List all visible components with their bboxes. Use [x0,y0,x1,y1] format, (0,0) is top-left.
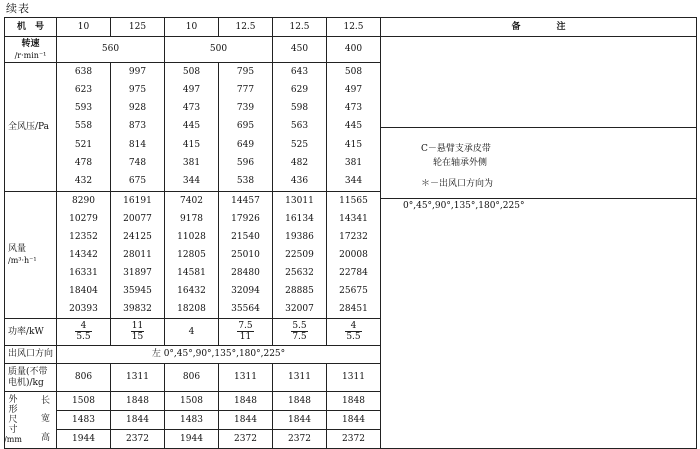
dim-width-5: 1844 [273,411,327,430]
dim-width-4: 1844 [219,411,273,430]
pressure-value: 473 [182,103,201,114]
pressure-value: 508 [344,66,363,77]
pressure-value: 795 [236,66,255,77]
dimension-label [5,392,57,449]
airflow-value: 20077 [123,213,152,224]
pressure-label: 全风压/Pa [5,63,57,192]
pressure-value: 593 [74,103,93,114]
airflow-value: 14457 [231,195,260,206]
airflow-value: 19386 [285,231,314,242]
dim-char: 尺 [8,415,18,425]
pressure-value: 482 [290,158,309,169]
dim-length-3: 1508 [165,392,219,411]
outlet-value: 左 0°,45°,90°,135°,180°,225° [57,346,381,364]
dim-char: 形 [8,405,18,415]
dim-char: /mm [4,435,22,444]
power-col-4 [219,319,273,346]
dim-height-label: 高 [40,433,50,444]
mass-col-1: 806 [57,364,111,392]
pressure-value: 381 [182,158,201,169]
pressure-value: 675 [128,176,147,187]
pressure-col-4 [219,63,273,192]
speed-value-1: 560 [57,37,165,63]
outlet-label: 出风口方向 [5,346,57,364]
power-num: 7.5 [238,321,253,331]
pressure-value: 538 [236,176,255,187]
speed-value-4: 400 [327,37,381,63]
airflow-value: 18208 [177,303,206,314]
power-den: 5.5 [346,332,361,342]
airflow-value: 28885 [285,285,314,296]
pressure-value: 497 [344,84,363,95]
power-fraction [131,321,144,342]
airflow-label [5,192,57,319]
power-num: 5.5 [292,321,307,331]
remarks-dir-block [381,198,696,213]
dim-height-3: 1944 [165,430,219,449]
pressure-value: 975 [128,84,147,95]
airflow-value: 9178 [180,213,203,224]
power-col-3: 4 [165,319,219,346]
pressure-value: 629 [290,84,309,95]
power-fraction [345,321,361,342]
airflow-value: 35945 [123,285,152,296]
airflow-label-line2: /m³·h⁻¹ [8,256,37,265]
dimension-sub-labels [21,392,56,448]
power-den: 5.5 [76,332,91,342]
airflow-value: 16432 [177,285,206,296]
airflow-value: 22509 [285,249,314,260]
power-den: 15 [131,332,144,342]
pressure-value: 344 [344,176,363,187]
airflow-value: 17926 [231,213,260,224]
airflow-value: 35564 [231,303,260,314]
airflow-value: 14581 [177,267,206,278]
pressure-value: 525 [290,139,309,150]
dim-length-5: 1848 [273,392,327,411]
power-num: 11 [131,321,144,331]
pressure-value: 563 [290,121,309,132]
pressure-value: 558 [74,121,93,132]
airflow-value: 28451 [339,303,368,314]
remark-directions: 0°,45°,90°,135°,180°,225° [403,200,525,211]
pressure-value: 415 [344,139,363,150]
header-row [5,18,697,37]
dim-height-6: 2372 [327,430,381,449]
model-col-2: 125 [111,18,165,37]
power-col-2 [111,319,165,346]
mass-col-6: 1311 [327,364,381,392]
power-label: 功率/kW [5,319,57,346]
dim-length-label: 长 [40,395,50,406]
remark-c-line2: 轮在轴承外侧 [433,158,488,168]
pressure-value: 598 [290,103,309,114]
speed-row [5,37,697,63]
model-col-5: 12.5 [273,18,327,37]
pressure-value: 748 [128,158,147,169]
dim-length-4: 1848 [219,392,273,411]
pressure-value: 814 [128,139,147,150]
pressure-value: 415 [182,139,201,150]
power-col-5 [273,319,327,346]
remarks-star-block [381,170,696,198]
pressure-value: 508 [182,66,201,77]
speed-label [5,37,57,63]
pressure-value: 432 [74,176,93,187]
airflow-value: 20008 [339,249,368,260]
airflow-value: 28011 [123,249,152,260]
model-col-6: 12.5 [327,18,381,37]
model-header: 机 号 [5,18,57,37]
mass-label [5,364,57,392]
airflow-value: 14342 [69,249,98,260]
airflow-value: 12352 [69,231,98,242]
airflow-value: 20393 [69,303,98,314]
model-col-3: 10 [165,18,219,37]
dim-width-3: 1483 [165,411,219,430]
power-fraction [237,321,253,342]
remarks-cell [381,37,697,449]
pressure-value: 344 [182,176,201,187]
airflow-value: 24125 [123,231,152,242]
dimension-group-label [5,392,21,448]
dim-length-2: 1848 [111,392,165,411]
dim-length-1: 1508 [57,392,111,411]
remark-star-line: ＊－出风口方向为 [421,178,494,189]
pressure-col-3 [165,63,219,192]
model-col-4: 12.5 [219,18,273,37]
model-col-1: 10 [57,18,111,37]
airflow-value: 25632 [285,267,314,278]
mass-col-3: 806 [165,364,219,392]
pressure-value: 521 [74,139,93,150]
pressure-value: 445 [344,121,363,132]
speed-label-line2: /r·min⁻¹ [14,50,47,60]
dim-height-1: 1944 [57,430,111,449]
mass-col-5: 1311 [273,364,327,392]
table-caption: 续表 [6,2,30,15]
dim-height-5: 2372 [273,430,327,449]
dim-width-6: 1844 [327,411,381,430]
remarks-spacer [381,37,696,128]
pressure-value: 436 [290,176,309,187]
airflow-col-3 [165,192,219,319]
speed-value-2: 500 [165,37,273,63]
airflow-value: 25010 [231,249,260,260]
pressure-value: 739 [236,103,255,114]
power-num: 4 [345,321,361,332]
airflow-value: 31897 [123,267,152,278]
airflow-value: 13011 [285,195,314,206]
pressure-col-2 [111,63,165,192]
airflow-col-2 [111,192,165,319]
airflow-col-5 [273,192,327,319]
pressure-value: 638 [74,66,93,77]
spec-table [4,17,697,449]
pressure-col-1 [57,63,111,192]
airflow-value: 28480 [231,267,260,278]
power-fraction [75,321,91,342]
airflow-value: 18404 [69,285,98,296]
airflow-label-line1: 风量 [8,244,27,254]
airflow-value: 14341 [339,213,368,224]
pressure-col-6 [327,63,381,192]
pressure-value: 623 [74,84,93,95]
pressure-value: 596 [236,158,255,169]
airflow-value: 10279 [69,213,98,224]
pressure-col-5 [273,63,327,192]
airflow-value: 32007 [285,303,314,314]
power-den: 7.5 [292,332,307,342]
speed-value-3: 450 [273,37,327,63]
airflow-col-4 [219,192,273,319]
dim-width-label: 宽 [40,414,50,425]
dim-height-4: 2372 [219,430,273,449]
airflow-value: 11028 [177,231,206,242]
airflow-col-1 [57,192,111,319]
pressure-value: 473 [344,103,363,114]
pressure-value: 873 [128,121,147,132]
airflow-value: 16191 [123,195,152,206]
mass-col-2: 1311 [111,364,165,392]
airflow-value: 16331 [69,267,98,278]
airflow-value: 8290 [72,195,95,206]
power-num: 4 [75,321,91,332]
dim-width-2: 1844 [111,411,165,430]
mass-col-4: 1311 [219,364,273,392]
airflow-col-6 [327,192,381,319]
pressure-value: 649 [236,139,255,150]
airflow-value: 25675 [339,285,368,296]
remarks-header: 备 注 [381,18,697,37]
airflow-value: 32094 [231,285,260,296]
pressure-value: 478 [74,158,93,169]
airflow-value: 39832 [123,303,152,314]
airflow-value: 11565 [339,195,368,206]
airflow-value: 17232 [339,231,368,242]
airflow-value: 22784 [339,267,368,278]
dim-width-1: 1483 [57,411,111,430]
pressure-value: 997 [128,66,147,77]
pressure-value: 928 [128,103,147,114]
remarks-c-block [381,128,696,170]
airflow-value: 16134 [285,213,314,224]
mass-label-line2: 电机)/kg [8,377,44,388]
dimension-group [5,392,56,448]
pressure-value: 643 [290,66,309,77]
speed-label-line1: 转速 [21,38,40,49]
power-den: 11 [239,332,252,342]
pressure-value: 695 [236,121,255,132]
remark-c-line1: C－悬臂支承皮带 [421,144,491,154]
dim-char: 寸 [8,425,18,435]
pressure-value: 777 [236,84,255,95]
power-col-6 [327,319,381,346]
dim-height-2: 2372 [111,430,165,449]
pressure-value: 381 [344,158,363,169]
airflow-value: 21540 [231,231,260,242]
power-col-1 [57,319,111,346]
pressure-value: 445 [182,121,201,132]
dim-length-6: 1848 [327,392,381,411]
dim-char: 外 [8,395,18,405]
airflow-value: 7402 [180,195,203,206]
pressure-value: 497 [182,84,201,95]
airflow-value: 12805 [177,249,206,260]
power-fraction [291,321,307,342]
mass-label-line1: 质量(不带 [8,366,48,377]
